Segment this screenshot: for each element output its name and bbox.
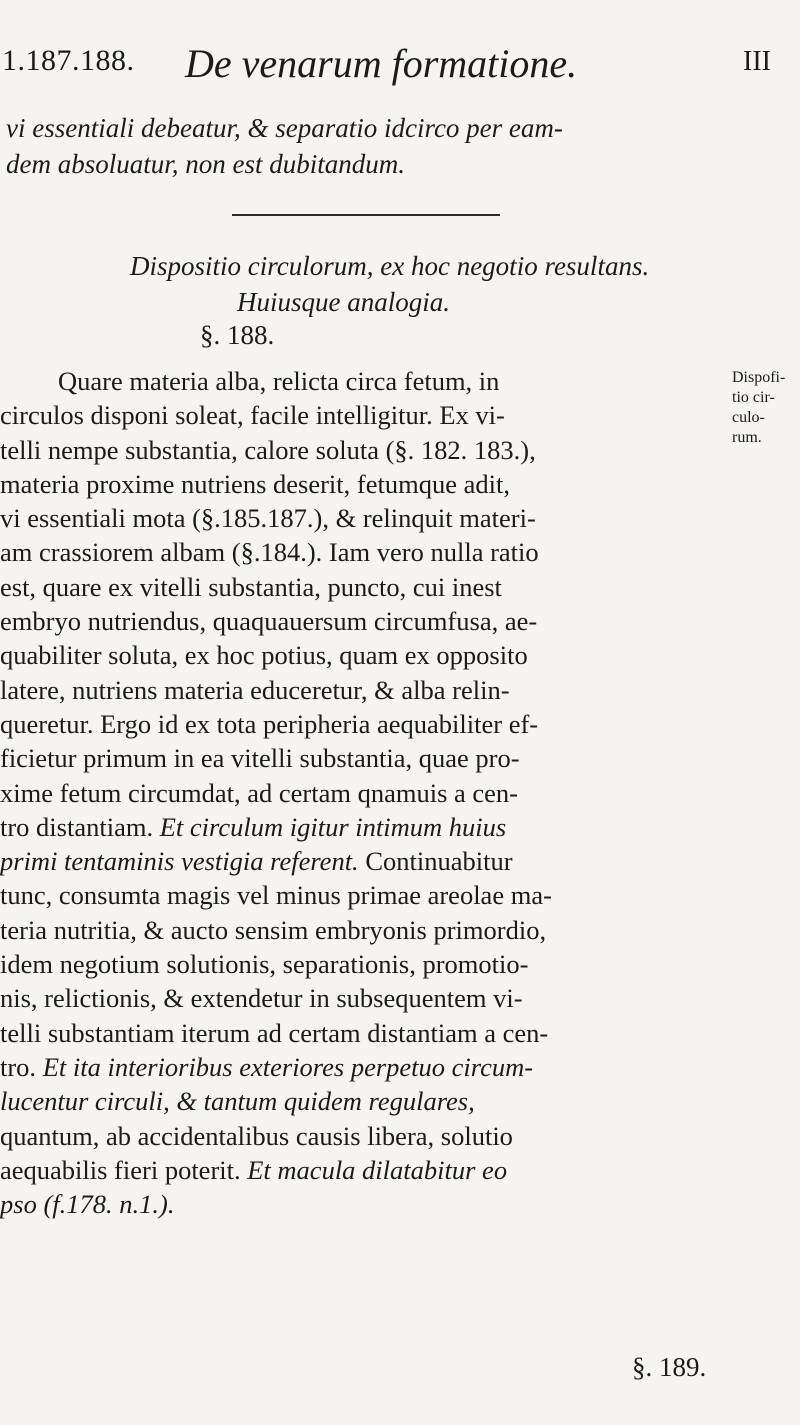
body-line: latere, nutriens materia educeretur, & alba relin- bbox=[0, 674, 510, 705]
body-line: teria nutritia, & aucto sensim embryonis primordio, bbox=[0, 914, 547, 945]
line-text: tro distantiam. bbox=[0, 811, 154, 842]
body-line bbox=[0, 1187, 720, 1221]
body-line: nis, relictionis, & extendetur in subsequentem vi- bbox=[0, 983, 523, 1014]
body-line: est, quare ex vitelli substantia, puncto, cui inest bbox=[0, 571, 502, 602]
body-line: am crassiorem albam (§.184.). Iam vero nulla ratio bbox=[0, 537, 539, 568]
carryover-line: dem absoluatur, non est dubitandum. bbox=[6, 149, 406, 179]
page-number: III bbox=[743, 46, 771, 77]
line-text: lucentur circuli, & tantum quidem regulares, bbox=[0, 1086, 475, 1117]
body-line: quabiliter soluta, ex hoc potius, quam ex opposito bbox=[0, 640, 528, 671]
marginal-line: culo- bbox=[732, 409, 765, 426]
marginal-note bbox=[732, 368, 800, 448]
body-line: materia proxime nutriens deserit, fetumque adit, bbox=[0, 468, 510, 499]
marginal-line: tio cir- bbox=[732, 389, 775, 406]
body-line: vi essentiali mota (§.185.187.), & relinquit materi- bbox=[0, 503, 536, 534]
body-line: quantum, ab accidentalibus causis libera, solutio bbox=[0, 1120, 513, 1151]
italic-phrase: primi tentaminis vestigia referent. bbox=[0, 846, 359, 877]
body-line: telli nempe substantia, calore soluta (§. 182. 183.), bbox=[0, 434, 536, 465]
body-line: queretur. Ergo id ex tota peripheria aequabiliter ef- bbox=[0, 708, 539, 739]
italic-phrase: Et ita interioribus exteriores perpetuo circum- bbox=[42, 1051, 534, 1082]
marginal-line: Dispofi- bbox=[732, 369, 786, 386]
body-line bbox=[0, 1153, 720, 1187]
body-line bbox=[0, 810, 720, 844]
body-line: xime fetum circumdat, ad certam qnamuis a cen- bbox=[0, 777, 519, 808]
body-line: embryo nutriendus, quaquauersum circumfusa, ae- bbox=[0, 606, 538, 637]
line-text: Continuabitur bbox=[365, 846, 513, 877]
section-divider bbox=[232, 214, 500, 216]
body-line: idem negotium solutionis, separationis, promotio- bbox=[0, 949, 529, 980]
body-line: Quare materia alba, relicta circa fetum, in bbox=[58, 366, 500, 396]
body-text bbox=[0, 364, 720, 1221]
section-number: §. 188. bbox=[200, 320, 275, 350]
body-line: telli substantiam iterum ad certam distantiam a cen- bbox=[0, 1017, 549, 1048]
line-text: tro. bbox=[0, 1051, 37, 1082]
carryover-text bbox=[6, 110, 786, 182]
running-title: De venarum formatione. bbox=[185, 41, 578, 86]
body-line bbox=[0, 844, 720, 878]
heading-line-1: Dispositio circulorum, ex hoc negotio resultans. bbox=[130, 251, 650, 281]
marginal-line: rum. bbox=[732, 429, 762, 446]
italic-phrase: Et circulum igitur intimum huius bbox=[159, 811, 507, 842]
carryover-line: vi essentiali debeatur, & separatio idcirco per eam- bbox=[6, 113, 563, 143]
body-line: tunc, consumta magis vel minus primae areolae ma- bbox=[0, 880, 552, 911]
body-line: ficietur primum in ea vitelli substantia, quae pro- bbox=[0, 743, 520, 774]
body-line bbox=[0, 1050, 720, 1084]
running-head bbox=[0, 40, 800, 84]
italic-phrase: Et macula dilatabitur eo bbox=[247, 1154, 508, 1185]
section-range: 1.187.188. bbox=[2, 44, 135, 77]
line-text: pso (f.178. n.1.). bbox=[0, 1189, 175, 1220]
catchword: §. 189. bbox=[632, 1352, 707, 1382]
body-line: circulos disponi soleat, facile intelligitur. Ex vi- bbox=[0, 400, 505, 431]
line-text: aequabilis fieri poterit. bbox=[0, 1154, 241, 1185]
body-line bbox=[0, 1084, 720, 1118]
heading-line-2: Huiusque analogia. bbox=[237, 287, 450, 317]
